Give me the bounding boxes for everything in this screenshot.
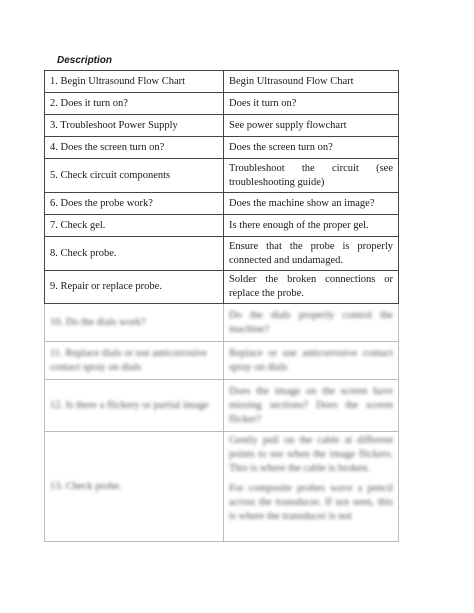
detail-cell: Does the machine show an image? (224, 193, 399, 215)
troubleshooting-table (44, 70, 399, 542)
step-cell: 9. Repair or replace probe. (45, 271, 224, 304)
detail-cell: Ensure that the probe is properly connected and undamaged. (224, 237, 399, 271)
detail-cell: Is there enough of the proper gel. (224, 215, 399, 237)
detail-cell: Troubleshoot the circuit (see troubleshooting guide) (224, 159, 399, 193)
step-cell: 13. Check probe. (45, 432, 224, 542)
detail-cell (224, 432, 399, 542)
table-row (45, 115, 399, 137)
table-row (45, 71, 399, 93)
table-row (45, 432, 399, 542)
detail-cell: Do the dials properly control the machine? (224, 304, 399, 342)
detail-cell: Does it turn on? (224, 93, 399, 115)
table-row (45, 93, 399, 115)
step-cell: 2. Does it turn on? (45, 93, 224, 115)
detail-cell: Replace or use anticorrosive contact spray on dials (224, 342, 399, 380)
step-cell: 6. Does the probe work? (45, 193, 224, 215)
table-row (45, 159, 399, 193)
step-cell: 5. Check circuit components (45, 159, 224, 193)
step-cell: 12. Is there a flickery or partial image (45, 380, 224, 432)
table-row (45, 342, 399, 380)
table-row (45, 304, 399, 342)
step-cell: 8. Check probe. (45, 237, 224, 271)
detail-cell: Solder the broken connections or replace the probe. (224, 271, 399, 304)
table-row (45, 237, 399, 271)
visible-rows (45, 71, 399, 304)
table-row (45, 271, 399, 304)
detail-paragraph: Gently pull on the cable at different points to see when the image flickers. This is where the cable is broken. (229, 435, 393, 474)
step-cell: 1. Begin Ultrasound Flow Chart (45, 71, 224, 93)
step-cell: 10. Do the dials work? (45, 304, 224, 342)
step-cell: 3. Troubleshoot Power Supply (45, 115, 224, 137)
table-row (45, 137, 399, 159)
detail-paragraph: For composite probes wave a pencil across the transducer. If not seen, this is where the transducer is not (229, 483, 393, 522)
detail-cell: See power supply flowchart (224, 115, 399, 137)
step-cell: 7. Check gel. (45, 215, 224, 237)
detail-cell: Begin Ultrasound Flow Chart (224, 71, 399, 93)
table-row (45, 380, 399, 432)
blurred-rows (45, 304, 399, 542)
table-row (45, 193, 399, 215)
detail-cell: Does the image on the screen have missing sections? Does the screen flicker? (224, 380, 399, 432)
step-cell: 11. Replace dials or use anticorrosive contact spray on dials (45, 342, 224, 380)
step-cell: 4. Does the screen turn on? (45, 137, 224, 159)
section-heading: Description (57, 55, 113, 66)
detail-cell: Does the screen turn on? (224, 137, 399, 159)
table-row (45, 215, 399, 237)
